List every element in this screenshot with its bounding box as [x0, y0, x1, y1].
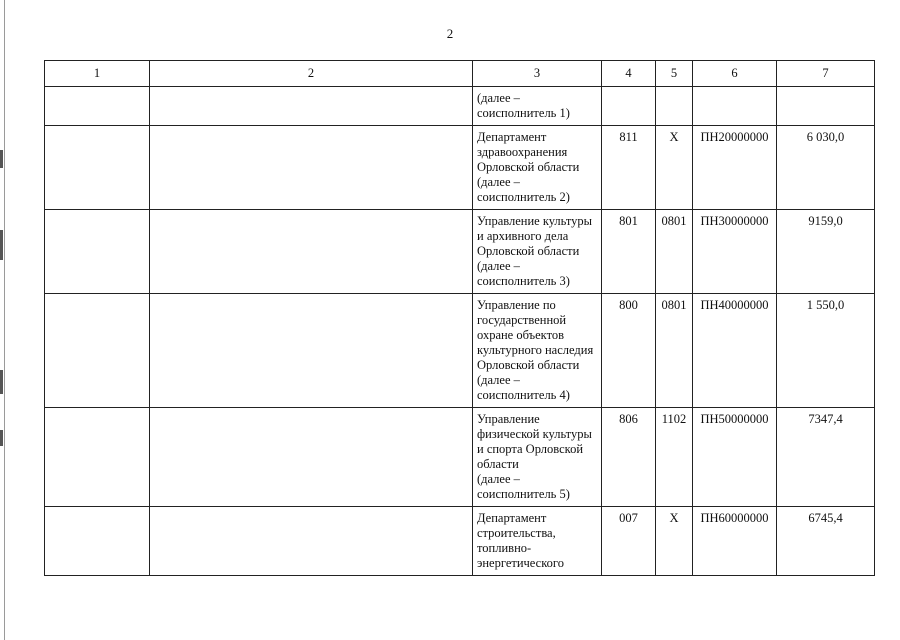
header-row [45, 61, 875, 87]
executor-line: соисполнитель 4) [477, 388, 570, 402]
table-row [45, 126, 875, 210]
binding-mark [0, 230, 3, 260]
cell-amount: 7347,4 [777, 408, 875, 507]
cell-executor [473, 294, 602, 408]
header-cell-1: 1 [45, 61, 150, 87]
table-row [45, 408, 875, 507]
cell-code5 [656, 87, 693, 126]
cell-code4: 800 [602, 294, 656, 408]
executor-line: соисполнитель 1) [477, 106, 570, 120]
cell-col2 [150, 408, 473, 507]
executor-line: Управление культуры [477, 214, 593, 228]
cell-code5: 0801 [656, 210, 693, 294]
executor-line: здравоохранения [477, 145, 568, 159]
cell-code4: 801 [602, 210, 656, 294]
cell-amount: 6745,4 [777, 507, 875, 576]
cell-code6: ПН60000000 [693, 507, 777, 576]
cell-code6: ПН40000000 [693, 294, 777, 408]
executor-line: Орловской области [477, 358, 580, 372]
cell-code6: ПН30000000 [693, 210, 777, 294]
cell-col2 [150, 294, 473, 408]
cell-col1 [45, 294, 150, 408]
cell-col1 [45, 87, 150, 126]
binding-mark [0, 430, 3, 446]
executor-line: и архивного дела [477, 229, 569, 243]
executor-line: Департамент [477, 130, 547, 144]
binding-mark [0, 370, 3, 394]
cell-col1 [45, 408, 150, 507]
cell-code4 [602, 87, 656, 126]
executor-line: Управление [477, 412, 540, 426]
executor-line: соисполнитель 3) [477, 274, 570, 288]
cell-amount: 1 550,0 [777, 294, 875, 408]
page-number: 2 [446, 26, 454, 41]
executor-line: строительства, [477, 526, 556, 540]
table-row [45, 210, 875, 294]
executor-line: топливно- [477, 541, 532, 555]
table-row [45, 507, 875, 576]
header-cell-2: 2 [150, 61, 473, 87]
executor-line: (далее – [477, 91, 520, 105]
executor-line: (далее – [477, 373, 520, 387]
cell-executor [473, 87, 602, 126]
header-cell-6: 6 [693, 61, 777, 87]
cell-code4: 806 [602, 408, 656, 507]
executor-line: Орловской области [477, 244, 580, 258]
cell-code4: 811 [602, 126, 656, 210]
executor-line: соисполнитель 2) [477, 190, 570, 204]
table-body [45, 61, 875, 576]
executor-line: культурного наследия [477, 343, 594, 357]
cell-code5: 0801 [656, 294, 693, 408]
executor-line: (далее – [477, 472, 520, 486]
cell-col2 [150, 507, 473, 576]
table-row [45, 294, 875, 408]
cell-code5: Х [656, 126, 693, 210]
cell-code6: ПН20000000 [693, 126, 777, 210]
cell-executor [473, 507, 602, 576]
header-cell-5: 5 [656, 61, 693, 87]
header-cell-7: 7 [777, 61, 875, 87]
executor-line: области [477, 457, 519, 471]
executor-line: соисполнитель 5) [477, 487, 570, 501]
cell-col2 [150, 210, 473, 294]
cell-executor [473, 408, 602, 507]
executor-line: Департамент [477, 511, 547, 525]
cell-col2 [150, 87, 473, 126]
cell-amount [777, 87, 875, 126]
cell-col2 [150, 126, 473, 210]
cell-executor [473, 126, 602, 210]
executor-line: (далее – [477, 259, 520, 273]
header-cell-4: 4 [602, 61, 656, 87]
executor-line: и спорта Орловской [477, 442, 584, 456]
cell-col1 [45, 507, 150, 576]
executor-line: охране объектов [477, 328, 565, 342]
executor-line: Орловской области [477, 160, 580, 174]
executor-line: энергетического [477, 556, 564, 570]
cell-code5: Х [656, 507, 693, 576]
cell-code6 [693, 87, 777, 126]
header-cell-3: 3 [473, 61, 602, 87]
executor-line: Управление по [477, 298, 556, 312]
cell-code6: ПН50000000 [693, 408, 777, 507]
budget-table [44, 60, 875, 576]
executor-line: государственной [477, 313, 567, 327]
cell-amount: 9159,0 [777, 210, 875, 294]
cell-code5: 1102 [656, 408, 693, 507]
cell-amount: 6 030,0 [777, 126, 875, 210]
left-margin-line [4, 0, 5, 640]
executor-line: (далее – [477, 175, 520, 189]
cell-executor [473, 210, 602, 294]
executor-line: физической культуры [477, 427, 592, 441]
cell-col1 [45, 126, 150, 210]
binding-mark [0, 150, 3, 168]
cell-code4: 007 [602, 507, 656, 576]
cell-col1 [45, 210, 150, 294]
table-row [45, 87, 875, 126]
